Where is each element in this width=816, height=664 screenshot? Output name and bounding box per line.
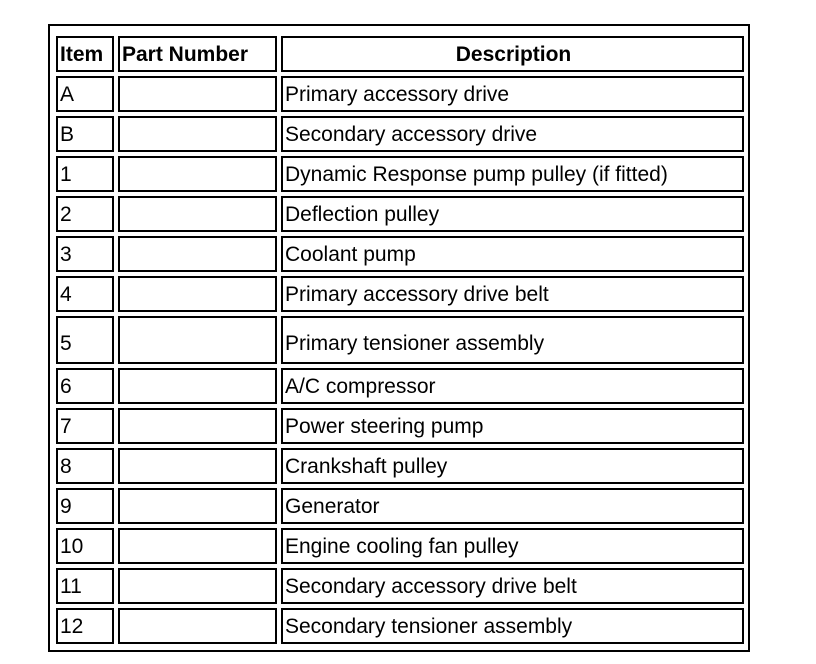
part-number-cell: [118, 528, 277, 564]
description-cell: Generator: [281, 488, 744, 524]
item-cell: 9: [56, 488, 114, 524]
table-row: [56, 316, 744, 364]
parts-table-frame: [48, 24, 750, 652]
table-row: [56, 448, 744, 484]
description-cell: Primary accessory drive belt: [281, 276, 744, 312]
table-row: [56, 368, 744, 404]
description-cell: A/C compressor: [281, 368, 744, 404]
part-number-cell: [118, 568, 277, 604]
part-number-cell: [118, 408, 277, 444]
item-cell: 12: [56, 608, 114, 644]
part-number-cell: [118, 276, 277, 312]
description-cell: Coolant pump: [281, 236, 744, 272]
item-cell: 1: [56, 156, 114, 192]
part-number-cell: [118, 236, 277, 272]
part-number-cell: [118, 488, 277, 524]
item-cell: B: [56, 116, 114, 152]
table-row: [56, 276, 744, 312]
table-row: [56, 76, 744, 112]
description-cell: Secondary accessory drive belt: [281, 568, 744, 604]
table-row: [56, 568, 744, 604]
table-row: [56, 156, 744, 192]
part-number-cell: [118, 196, 277, 232]
item-cell: 7: [56, 408, 114, 444]
table-row: [56, 196, 744, 232]
item-cell: 3: [56, 236, 114, 272]
part-number-cell: [118, 448, 277, 484]
part-number-cell: [118, 156, 277, 192]
part-number-cell: [118, 76, 277, 112]
table-row: [56, 116, 744, 152]
description-cell: Power steering pump: [281, 408, 744, 444]
parts-table: [52, 32, 748, 648]
header-description: Description: [281, 36, 744, 72]
table-row: [56, 236, 744, 272]
description-cell: Deflection pulley: [281, 196, 744, 232]
table-row: [56, 528, 744, 564]
item-cell: 4: [56, 276, 114, 312]
item-cell: 10: [56, 528, 114, 564]
description-cell: Crankshaft pulley: [281, 448, 744, 484]
description-cell: Primary tensioner assembly: [281, 316, 744, 364]
part-number-cell: [118, 368, 277, 404]
item-cell: 5: [56, 316, 114, 364]
description-cell: Secondary tensioner assembly: [281, 608, 744, 644]
description-cell: Primary accessory drive: [281, 76, 744, 112]
part-number-cell: [118, 116, 277, 152]
table-row: [56, 608, 744, 644]
header-row: [56, 36, 744, 72]
table-row: [56, 408, 744, 444]
item-cell: 2: [56, 196, 114, 232]
header-part-number: Part Number: [118, 36, 277, 72]
part-number-cell: [118, 316, 277, 364]
item-cell: 6: [56, 368, 114, 404]
item-cell: A: [56, 76, 114, 112]
table-row: [56, 488, 744, 524]
part-number-cell: [118, 608, 277, 644]
header-item: Item: [56, 36, 114, 72]
item-cell: 11: [56, 568, 114, 604]
description-cell: Secondary accessory drive: [281, 116, 744, 152]
description-cell: Engine cooling fan pulley: [281, 528, 744, 564]
description-cell: Dynamic Response pump pulley (if fitted): [281, 156, 744, 192]
item-cell: 8: [56, 448, 114, 484]
